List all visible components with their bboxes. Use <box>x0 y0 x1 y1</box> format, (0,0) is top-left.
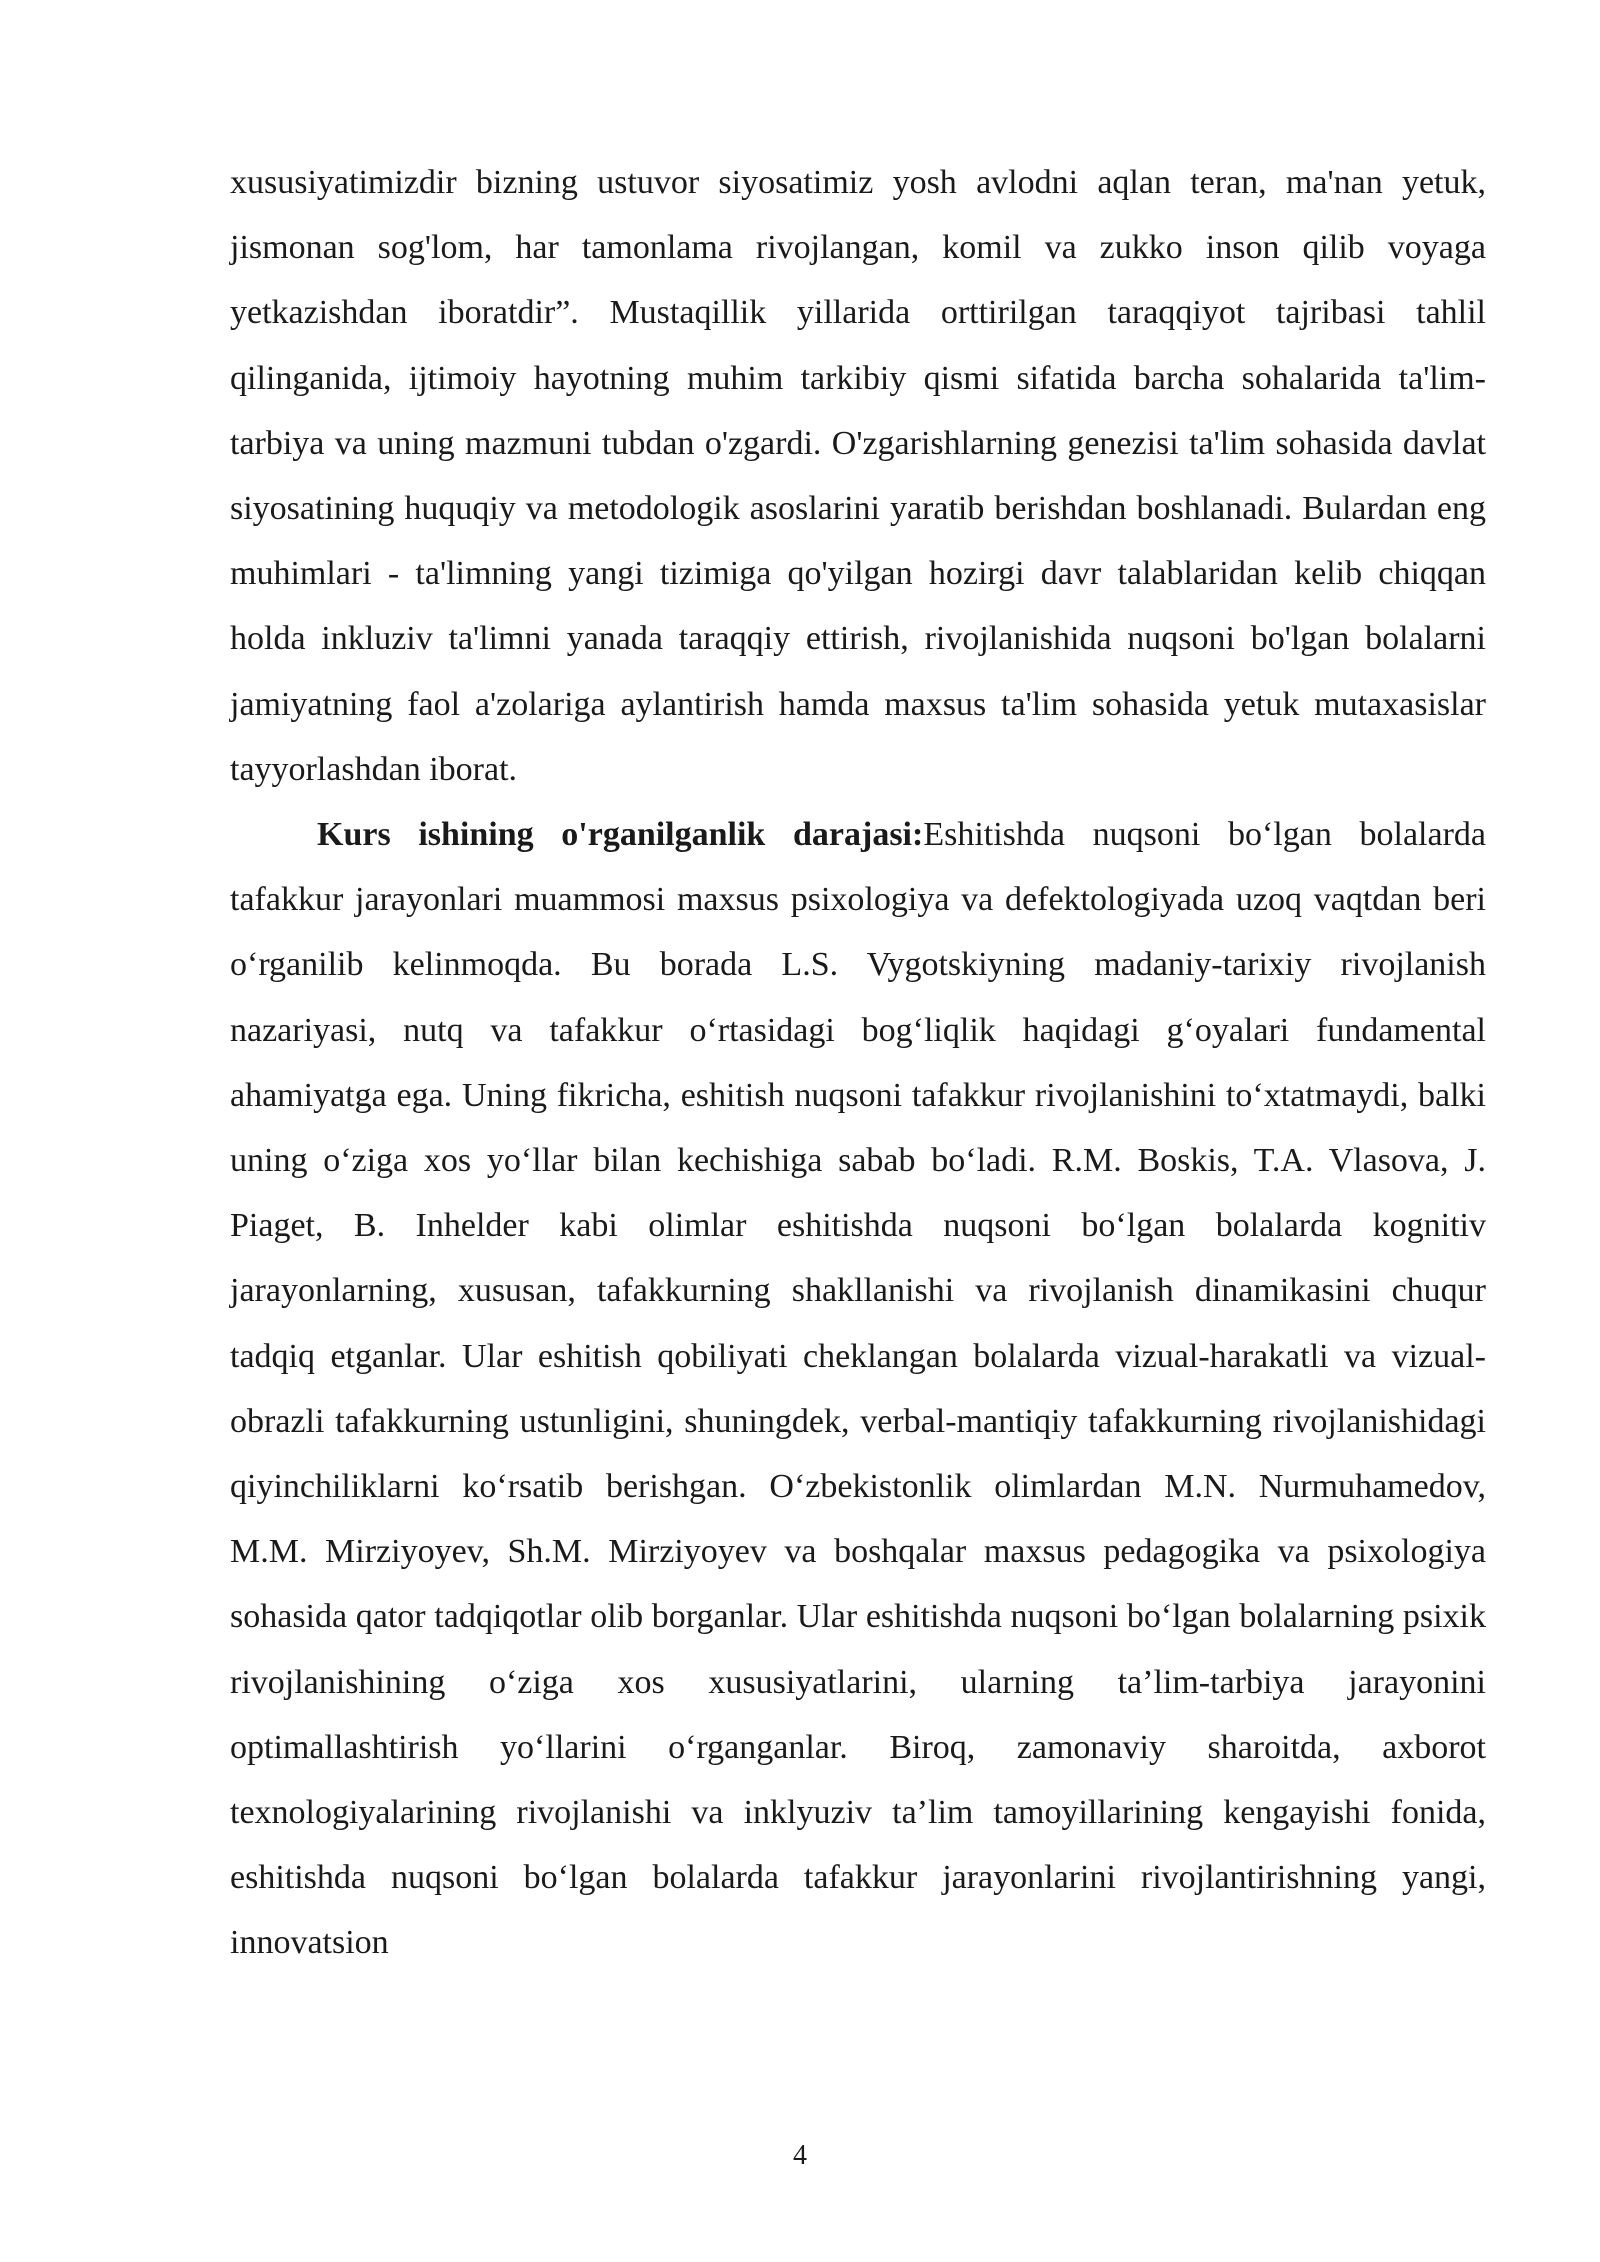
section-heading: Kurs ishining o'rganilganlik darajasi: <box>317 816 924 854</box>
paragraph-policy: xususiyatimizdir bizning ustuvor siyosatimiz yosh avlodni aqlan teran, ma'nan yetuk, jismonan sog'lom, har tamonlama rivojlangan, komil va zukko inson qilib voyaga yetkazishdan iboratdir”. Mustaqillik yillarida orttirilgan taraqqiyot tajribasi tahlil qilinganida, ijtimoiy hayotning muhim tarkibiy qismi sifatida barcha sohalarida ta'lim-tarbiya va uning mazmuni tubdan o'zgardi. O'zgarishlarning genezisi ta'lim sohasida davlat siyosatining huquqiy va metodologik asoslarini yaratib berishdan boshlanadi. Bulardan eng muhimlari - ta'limning yangi tizimiga qo'yilgan hozirgi davr talablaridan kelib chiqqan holda inkluziv ta'limni yanada taraqqiy ettirish, rivojlanishida nuqsoni bo'lgan bolalarni jamiyatning faol a'zolariga aylantirish hamda maxsus ta'lim sohasida yetuk mutaxasislar tayyorlashdan iborat. <box>230 164 1486 788</box>
body-text <box>230 150 1486 1976</box>
page-number: 4 <box>793 2140 807 2171</box>
paragraph-study-level <box>230 802 1486 1976</box>
paragraph-study-level-text: Eshitishda nuqsoni bo‘lgan bolalarda tafakkur jarayonlari muammosi maxsus psixologiya va defektologiyada uzoq vaqtdan beri o‘rganilib kelinmoqda. Bu borada L.S. Vygotskiyning madaniy-tarixiy rivojlanish nazariyasi, nutq va tafakkur o‘rtasidagi bog‘liqlik haqidagi g‘oyalari fundamental ahamiyatga ega. Uning fikricha, eshitish nuqsoni tafakkur rivojlanishini to‘xtatmaydi, balki uning o‘ziga xos yo‘llar bilan kechishiga sabab bo‘ladi. R.M. Boskis, T.A. Vlasova, J. Piaget, B. Inhelder kabi olimlar eshitishda nuqsoni bo‘lgan bolalarda kognitiv jarayonlarning, xususan, tafakkurning shakllanishi va rivojlanish dinamikasini chuqur tadqiq etganlar. Ular eshitish qobiliyati cheklangan bolalarda vizual-harakatli va vizual-obrazli tafakkurning ustunligini, shuningdek, verbal-mantiqiy tafakkurning rivojlanishidagi qiyinchiliklarni ko‘rsatib berishgan. O‘zbekistonlik olimlardan M.N. Nurmuhamedov, M.M. Mirziyoyev, Sh.M. Mirziyoyev va boshqalar maxsus pedagogika va psixologiya sohasida qator tadqiqotlar olib borganlar. Ular eshitishda nuqsoni bo‘lgan bolalarning psixik rivojlanishining o‘ziga xos xususiyatlarini, ularning ta’lim-tarbiya jarayonini optimallashtirish yo‘llarini o‘rganganlar. Biroq, zamonaviy sharoitda, axborot texnologiyalarining rivojlanishi va inklyuziv ta’lim tamoyillarining kengayishi fonida, eshitishda nuqsoni bo‘lgan bolalarda tafakkur jarayonlarini rivojlantirishning yangi, innovatsion <box>230 816 1486 1962</box>
